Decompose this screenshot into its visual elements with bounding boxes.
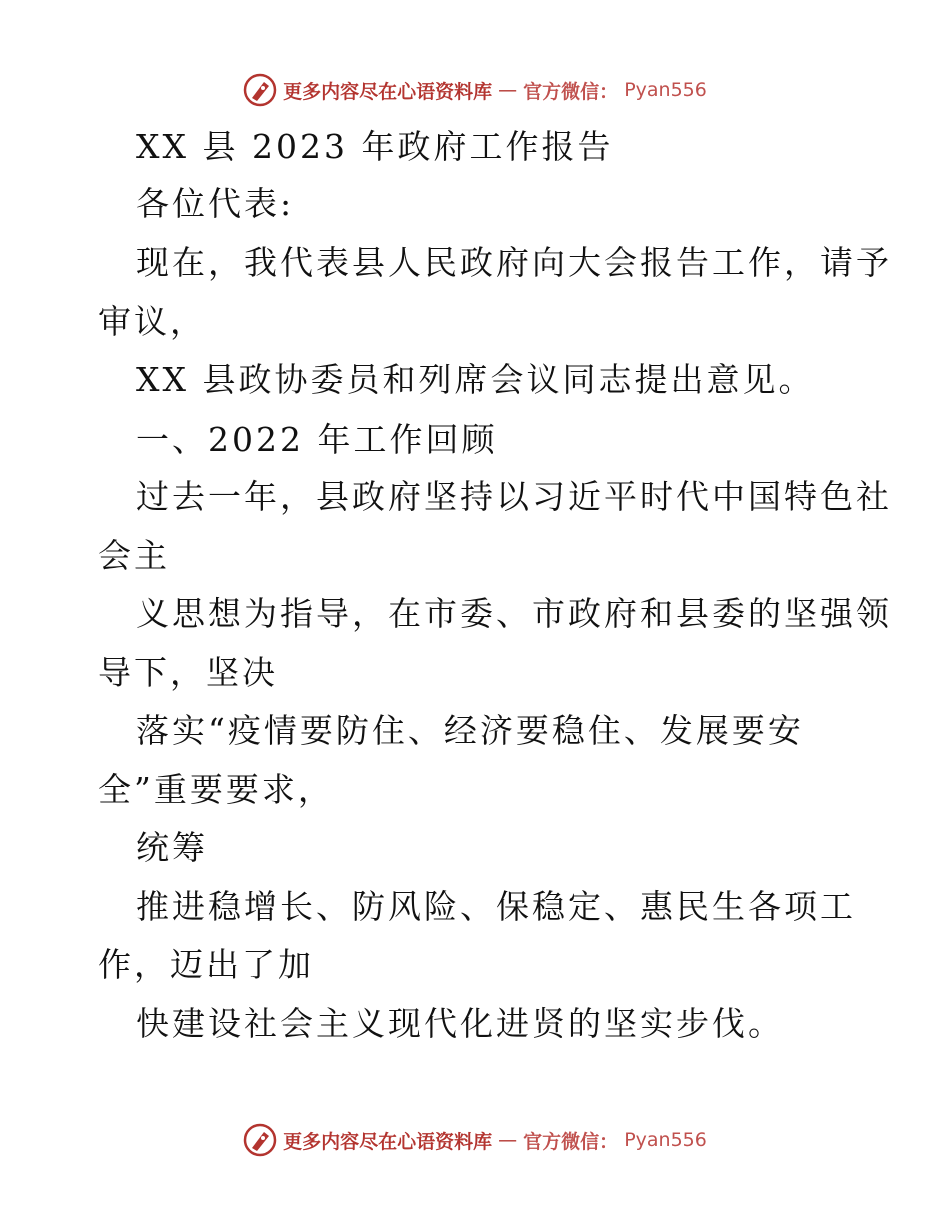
paragraph-line: 过去一年，县政府坚持以习近平时代中国特色社 <box>136 477 892 516</box>
pen-nib-logo-icon <box>243 73 277 107</box>
watermark-handle: Pyan556 <box>624 1129 707 1151</box>
watermark-dash: — <box>498 79 518 101</box>
watermark-main-text: 更多内容尽在心语资料库 <box>283 1130 493 1153</box>
watermark-main-text: 更多内容尽在心语资料库 <box>283 80 493 103</box>
paragraph-line: 快建设社会主义现代化进贤的坚实步伐。 <box>136 1004 784 1043</box>
section-heading: 一、2022 年工作回顾 <box>136 420 498 459</box>
paragraph-line: XX 县政协委员和列席会议同志提出意见。 <box>136 360 815 399</box>
document-title: XX 县 2023 年政府工作报告 <box>136 127 614 166</box>
watermark-label: 官方微信： <box>523 80 619 103</box>
paragraph-line: 统筹 <box>136 828 208 867</box>
salutation: 各位代表: <box>136 184 295 223</box>
paragraph-line: 现在，我代表县人民政府向大会报告工作，请予 <box>136 243 892 282</box>
paragraph-line: 义思想为指导，在市委、市政府和县委的坚强领 <box>136 594 892 633</box>
paragraph-line: 全”重要要求， <box>98 770 334 809</box>
paragraph-line: 导下，坚决 <box>98 653 278 692</box>
watermark-footer <box>0 1120 950 1160</box>
paragraph-line: 落实“疫情要防住、经济要稳住、发展要安 <box>136 711 804 750</box>
paragraph-line: 审议， <box>98 302 206 341</box>
paragraph-line: 推进稳增长、防风险、保稳定、惠民生各项工 <box>136 887 856 926</box>
watermark-label: 官方微信： <box>523 1130 619 1153</box>
watermark-header <box>0 70 950 110</box>
watermark-dash: — <box>498 1129 518 1151</box>
pen-nib-logo-icon <box>243 1123 277 1157</box>
watermark-handle: Pyan556 <box>624 79 707 101</box>
paragraph-line: 会主 <box>98 536 170 575</box>
paragraph-line: 作，迈出了加 <box>98 945 314 984</box>
